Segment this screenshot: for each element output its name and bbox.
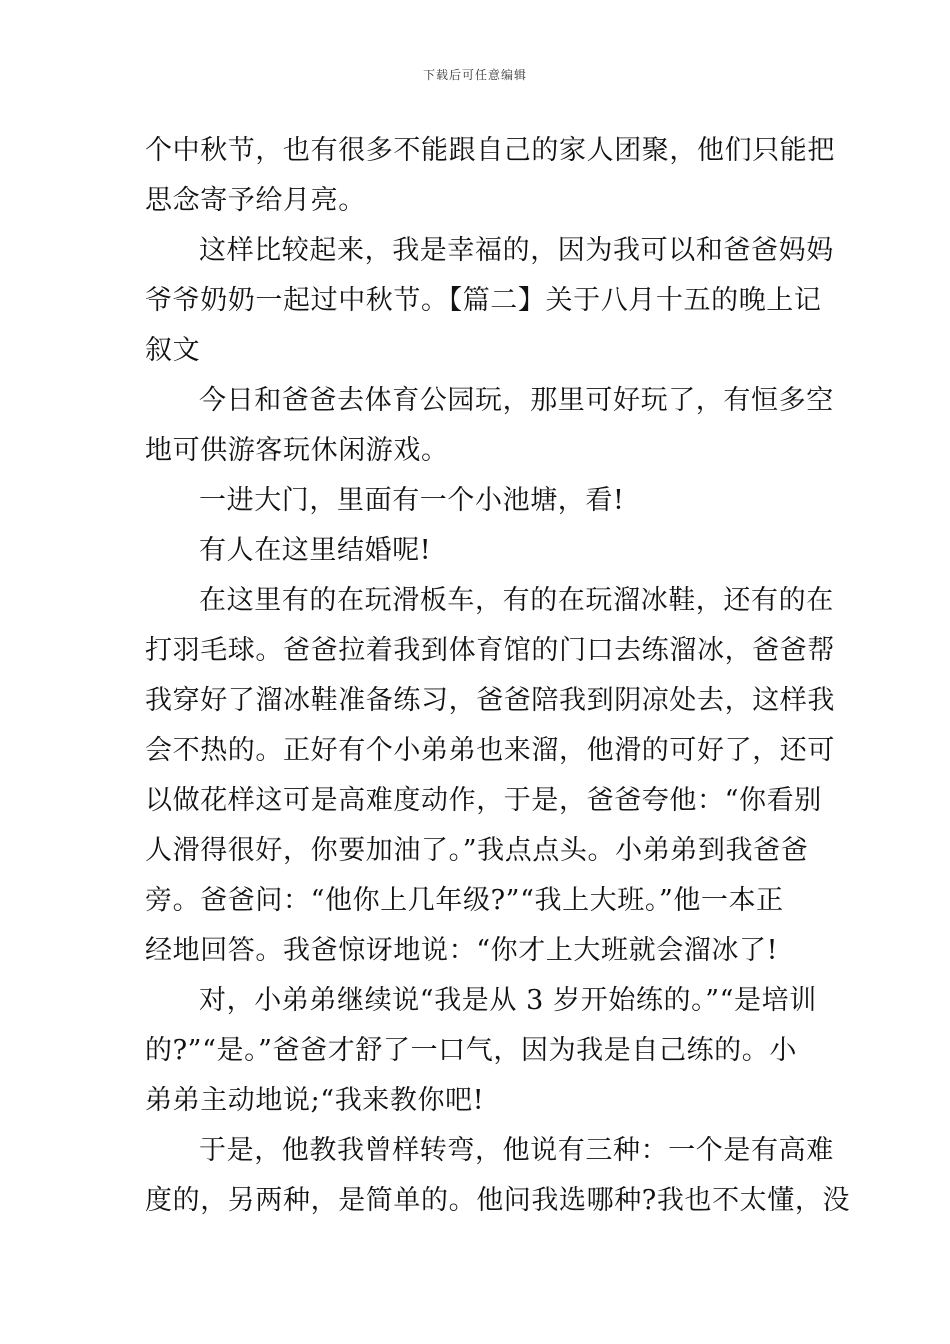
text-line: 这样比较起来，我是幸福的，因为我可以和爸爸妈妈 — [199, 235, 834, 266]
text-line: 以做花样这可是高难度动作，于是，爸爸夸他：“你看别 — [145, 785, 822, 816]
text-line: 有人在这里结婚呢! — [199, 535, 432, 566]
text-line: 会不热的。正好有个小弟弟也来溜，他滑的可好了，还可 — [145, 735, 835, 766]
text-line: 今日和爸爸去体育公园玩，那里可好玩了，有恒多空 — [199, 385, 834, 416]
text-line: 旁。爸爸问：“他你上几年级?”“我上大班。”他一本正 — [145, 885, 784, 916]
text-line: 在这里有的在玩滑板车，有的在玩溜冰鞋，还有的在 — [199, 585, 834, 616]
text-line: 对，小弟弟继续说“我是从 3 岁开始练的。”“是培训 — [199, 985, 817, 1016]
text-line: 个中秋节，也有很多不能跟自己的家人团聚，他们只能把 — [145, 135, 835, 166]
text-line: 叙文 — [145, 335, 201, 366]
text-line: 于是，他教我曾样转弯，他说有三种：一个是有高难 — [199, 1135, 834, 1166]
text-line: 爷爷奶奶一起过中秋节。【篇二】关于八月十五的晚上记 — [145, 285, 822, 316]
text-line: 度的，另两种，是简单的。他问我选哪种?我也不太懂，没 — [145, 1185, 851, 1216]
text-line: 经地回答。我爸惊讶地说：“你才上大班就会溜冰了! — [145, 935, 779, 966]
document-body — [145, 126, 851, 1226]
text-line: 人滑得很好，你要加油了。”我点点头。小弟弟到我爸爸 — [145, 835, 809, 866]
text-line: 打羽毛球。爸爸拉着我到体育馆的门口去练溜冰，爸爸帮 — [145, 635, 835, 666]
text-line: 地可供游客玩休闲游戏。 — [145, 435, 449, 466]
text-line: 的?”“是。”爸爸才舒了一口气，因为我是自己练的。小 — [145, 1035, 797, 1066]
text-line: 思念寄予给月亮。 — [145, 185, 366, 216]
page-header: 下载后可任意编辑 — [422, 68, 527, 82]
text-line: 一进大门，里面有一个小池塘，看! — [199, 485, 625, 516]
text-line: 弟弟主动地说;“我来教你吧! — [145, 1085, 485, 1116]
text-line: 我穿好了溜冰鞋准备练习，爸爸陪我到阴凉处去，这样我 — [145, 685, 835, 716]
